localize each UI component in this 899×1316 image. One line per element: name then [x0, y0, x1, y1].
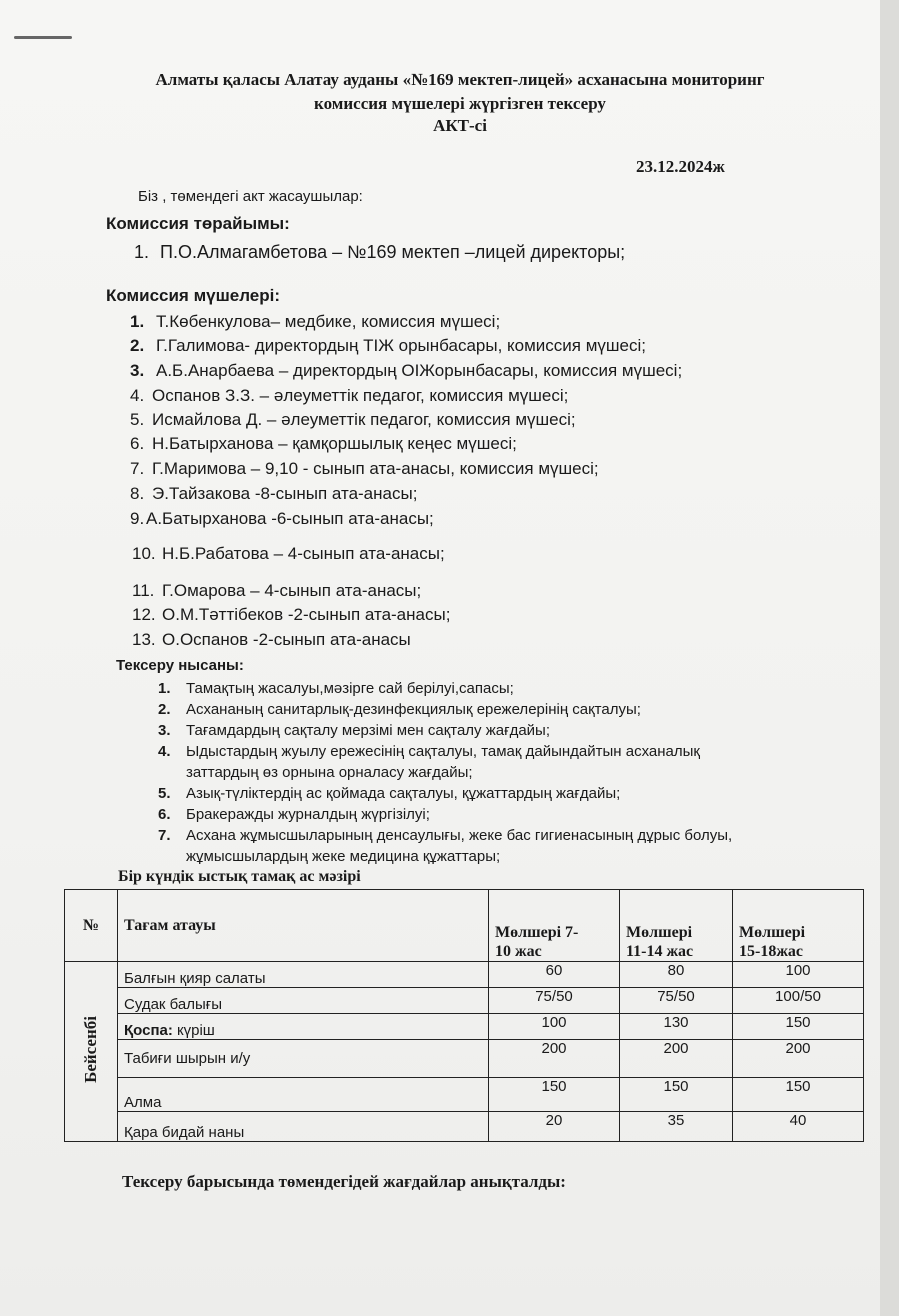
inspection-heading: Тексеру нысаны: [116, 657, 244, 674]
inspection-item: 7. Асхана жұмысшыларының денсаулығы, жеке бас гигиенасының дұрыс болуы, жұмысшылардың жеке медицина құжаттары; [158, 827, 733, 865]
dish-name: Судак балығы [118, 988, 489, 1014]
portion-11-14: 150 [620, 1078, 733, 1112]
member-item: 2. Г.Галимова- директордың ТІЖ орынбасары, комиссия мүшесі; [130, 336, 647, 355]
portion-7-10: 60 [489, 962, 620, 988]
inspection-item: 3. Тағамдардың сақталу мерзімі мен сақталу жағдайы; [158, 722, 550, 739]
table-row [65, 962, 864, 988]
dish-name: Табиғи шырын и/у [118, 1040, 489, 1078]
intro-text: Біз , төмендегі акт жасаушылар: [138, 188, 363, 205]
portion-7-10: 150 [489, 1078, 620, 1112]
chair-item: 1. П.О.Алмагамбетова – №169 мектеп –лицей директоры; [134, 242, 626, 262]
staple-mark [14, 36, 72, 39]
day-cell: Бейсенбі [65, 962, 118, 1142]
table-row [65, 1078, 864, 1112]
member-item: 12. О.М.Тәттібеков -2-сынып ата-анасы; [132, 605, 451, 624]
portion-15-18: 40 [733, 1112, 864, 1142]
member-item: 8. Э.Тайзакова -8-сынып ата-анасы; [130, 484, 418, 503]
portion-7-10: 100 [489, 1014, 620, 1040]
portion-15-18: 200 [733, 1040, 864, 1078]
inspection-item: 1. Тамақтың жасалуы,мәзірге сай берілуі,сапасы; [158, 680, 514, 697]
document-title-line-1: Алматы қаласы Алатау ауданы «№169 мектеп-лицей» асханасына мониторинг [155, 70, 765, 89]
menu-table [64, 889, 864, 1142]
portion-11-14: 75/50 [620, 988, 733, 1014]
portion-7-10: 20 [489, 1112, 620, 1142]
members-heading: Комиссия мүшелері: [106, 286, 281, 305]
portion-7-10: 75/50 [489, 988, 620, 1014]
dish-name: Қоспа: күріш [118, 1014, 489, 1040]
column-header-age-15-18: Мөлшері 15-18жас [733, 890, 864, 962]
menu-title: Бір күндік ыстық тамақ ас мәзірі [118, 868, 361, 885]
table-row [65, 1040, 864, 1078]
table-row [65, 988, 864, 1014]
dish-name: Алма [118, 1078, 489, 1112]
member-item: 13. О.Оспанов -2-сынып ата-анасы [132, 630, 411, 649]
document-title-line-2: комиссия мүшелері жүргізген тексеру [314, 94, 606, 113]
dish-name: Қара бидай наны [118, 1112, 489, 1142]
column-header-name: Тағам атауы [118, 890, 489, 962]
portion-11-14: 80 [620, 962, 733, 988]
member-item: 6. Н.Батырханова – қамқоршылық кеңес мүшесі; [130, 434, 517, 453]
chair-heading: Комиссия төрайымы: [106, 214, 290, 233]
inspection-item: 2. Асхананың санитарлық-дезинфекциялық ережелерінің сақталуы; [158, 701, 641, 718]
member-item: 10. Н.Б.Рабатова – 4-сынып ата-анасы; [132, 544, 445, 563]
inspection-item: 6. Бракеражды журналдың жүргізілуі; [158, 806, 430, 823]
portion-15-18: 150 [733, 1014, 864, 1040]
member-item: 7. Г.Маримова – 9,10 - сынып ата-анасы, комиссия мүшесі; [130, 459, 599, 478]
portion-11-14: 35 [620, 1112, 733, 1142]
member-item: 11. Г.Омарова – 4-сынып ата-анасы; [132, 581, 422, 600]
page-edge [880, 0, 899, 1316]
member-item: 1. Т.Көбенкулова– медбике, комиссия мүшесі; [130, 312, 501, 331]
portion-11-14: 130 [620, 1014, 733, 1040]
portion-15-18: 100/50 [733, 988, 864, 1014]
table-row [65, 1112, 864, 1142]
portion-15-18: 100 [733, 962, 864, 988]
findings-heading: Тексеру барысында төмендегідей жағдайлар анықталды: [122, 1172, 566, 1191]
table-header-row [65, 890, 864, 962]
column-header-age-7-10: Мөлшері 7- 10 жас [489, 890, 620, 962]
member-item: 5. Исмайлова Д. – әлеуметтік педагог, комиссия мүшесі; [130, 410, 576, 429]
portion-11-14: 200 [620, 1040, 733, 1078]
member-item: 4. Оспанов З.З. – әлеуметтік педагог, комиссия мүшесі; [130, 386, 569, 405]
column-header-age-11-14: Мөлшері 11-14 жас [620, 890, 733, 962]
dish-name: Балғын қияр салаты [118, 962, 489, 988]
portion-7-10: 200 [489, 1040, 620, 1078]
document-title-line-3: АКТ-сі [433, 116, 487, 135]
inspection-item: 5. Азық-түліктердің ас қоймада сақталуы, құжаттардың жағдайы; [158, 785, 621, 802]
member-item: 3. А.Б.Анарбаева – директордың ОІЖорынбасары, комиссия мүшесі; [130, 361, 683, 380]
portion-15-18: 150 [733, 1078, 864, 1112]
table-row [65, 1014, 864, 1040]
inspection-item: 4. Ыдыстардың жуылу ережесінің сақталуы, тамақ дайындайтын асханалық заттардың өз орнына орналасу жағдайы; [158, 743, 700, 781]
member-item: 9. А.Батырханова -6-сынып ата-анасы; [130, 509, 434, 528]
document-date: 23.12.2024ж [636, 157, 725, 176]
column-header-no: № [65, 890, 118, 962]
